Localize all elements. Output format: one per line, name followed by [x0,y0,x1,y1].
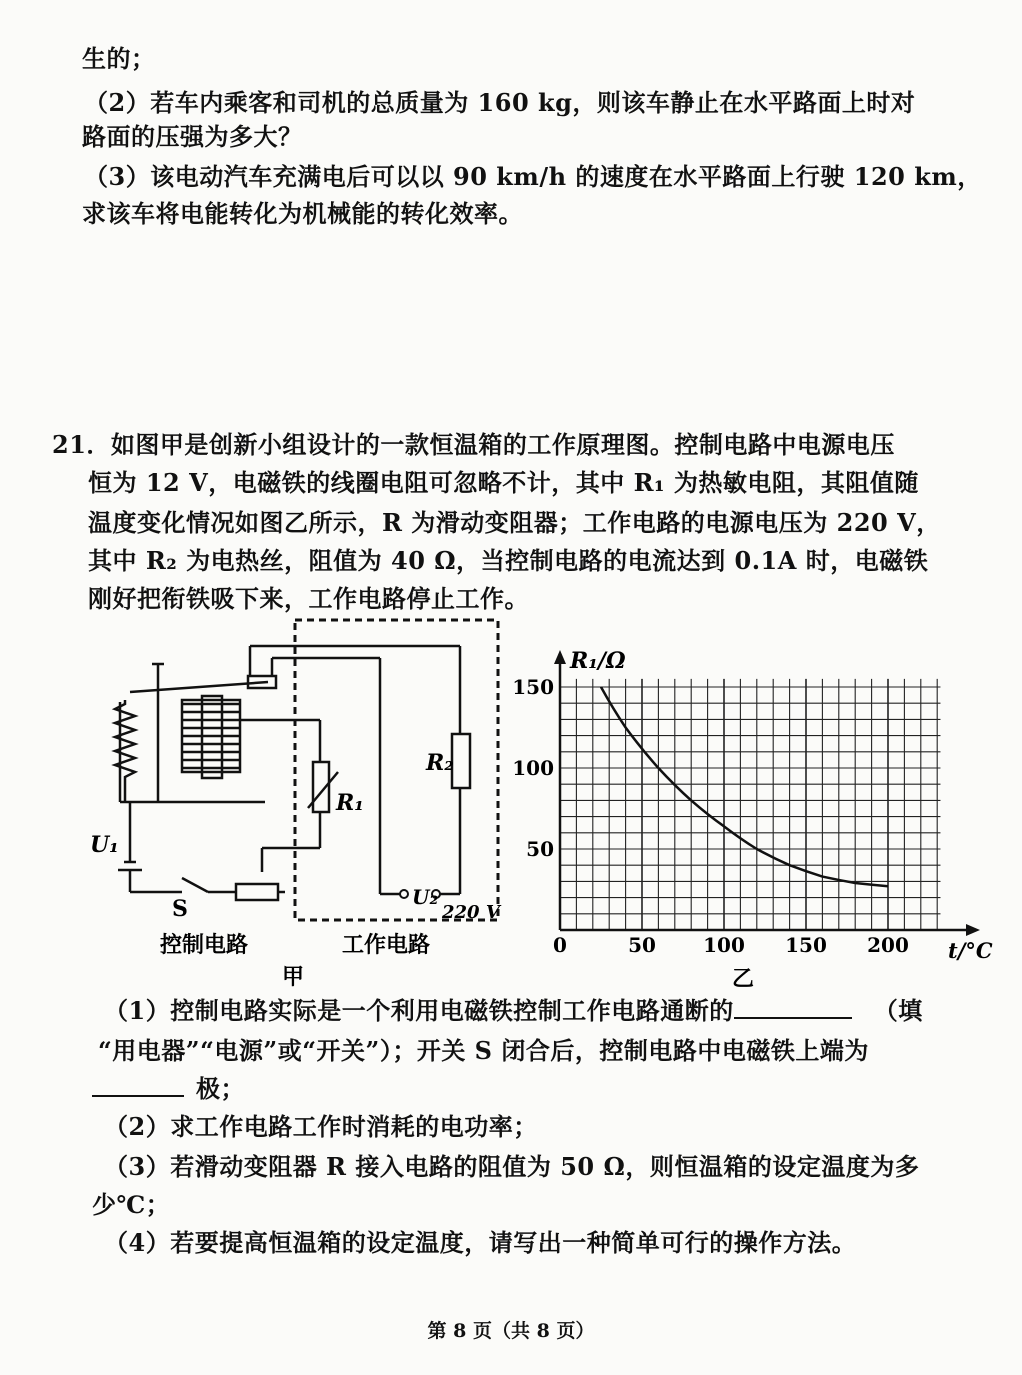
text-line: 求该车将电能转化为机械能的转化效率。 [82,199,523,228]
sub-question-2: （2）求工作电路工作时消耗的电功率； [104,1112,538,1141]
label-u2: U₂ [412,885,439,909]
caption-work-circuit: 工作电路 [342,932,431,958]
y-tick-label: 150 [512,675,554,699]
question-21-line: 恒为 12 V，电磁铁的线圈电阻可忽略不计，其中 R₁ 为热敏电阻，其阻值随 [88,468,919,497]
sub-question-3: （3）若滑动变阻器 R 接入电路的阻值为 50 Ω，则恒温箱的设定温度为多 [104,1152,920,1181]
sub-question-1-cont: “用电器”“电源”或“开关”）；开关 S 闭合后，控制电路中电磁铁上端为 [98,1036,869,1065]
question-21-line: 温度变化情况如图乙所示，R 为滑动变阻器；工作电路的电源电压为 220 V， [88,508,941,537]
question-21-line: 刚好把衔铁吸下来，工作电路停止工作。 [88,584,529,613]
page-footer: 第 8 页（共 8 页） [427,1320,595,1342]
x-axis-label: t/°C [948,938,993,963]
x-tick-label: 200 [867,933,909,957]
sub-question-3-cont: 少℃； [92,1190,171,1219]
caption-figure-a: 甲 [282,964,305,990]
resistance-temperature-chart [510,640,1006,992]
y-axis-label: R₁/Ω [570,648,626,674]
y-tick-label: 50 [526,837,554,861]
label-r1: R₁ [336,790,364,816]
label-220v: 220 V [442,902,500,923]
y-tick-label: 100 [512,756,554,780]
text-line: （2）若车内乘客和司机的总质量为 160 kg，则该车静止在水平路面上时对 [84,88,916,117]
text-line: 生的； [82,44,156,73]
sub-question-1-cont2: 极； [92,1072,245,1106]
x-tick-label: 150 [785,933,827,957]
answer-blank-1[interactable] [734,995,852,1019]
x-tick-label: 50 [628,933,656,957]
question-21-line: 其中 R₂ 为电热丝，阻值为 40 Ω，当控制电路的电流达到 0.1A 时，电磁铁 [88,546,929,575]
label-r2: R₂ [426,750,454,776]
answer-blank-2[interactable] [92,1073,184,1097]
label-s: S [172,896,188,922]
text-line: 路面的压强为多大？ [82,122,303,151]
question-21-line: 21．如图甲是创新小组设计的一款恒温箱的工作原理图。控制电路中电源电压 [52,430,895,459]
sub-question-4: （4）若要提高恒温箱的设定温度，请写出一种简单可行的操作方法。 [104,1228,857,1257]
caption-figure-b: 乙 [732,966,755,992]
x-tick-label: 100 [703,933,745,957]
sub-question-1: （1）控制电路实际是一个利用电磁铁控制工作电路通断的 （填 [104,996,923,1025]
r1-curve [601,687,888,886]
circuit-diagram [90,612,520,992]
text-line: （3）该电动汽车充满电后可以以 90 km/h 的速度在水平路面上行驶 120 km， [84,162,982,191]
caption-control-circuit: 控制电路 [160,932,249,958]
label-u1: U₁ [90,832,119,858]
x-tick-label: 0 [553,933,567,957]
